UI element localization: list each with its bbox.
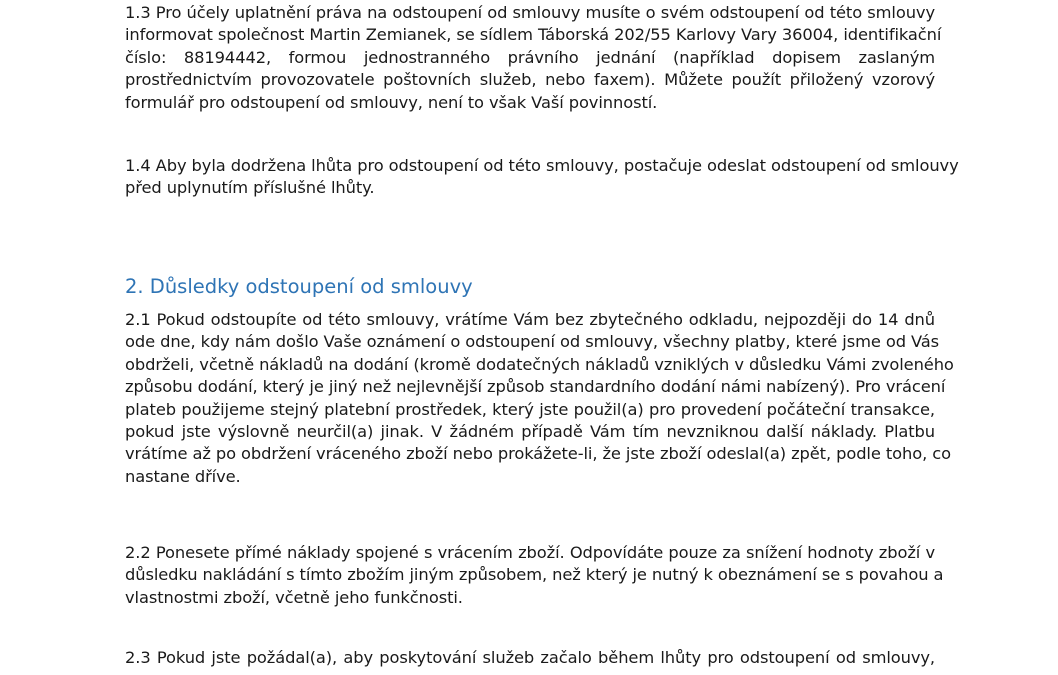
paragraph-2-3 bbox=[125, 647, 935, 669]
section-heading: 2. Důsledky odstoupení od smlouvy bbox=[125, 275, 473, 298]
paragraph-2-2 bbox=[125, 542, 944, 609]
text-line: obdrželi, včetně nákladů na dodání (kromě dodatečných nákladů vzniklých v důsledku Vámi zvoleného bbox=[125, 354, 954, 374]
text-line: pokud jste výslovně neurčil(a) jinak. V žádném případě Vám tím nevzniknou další náklady. Platbu bbox=[125, 422, 935, 442]
text-line: plateb použijeme stejný platební prostředek, který jste použil(a) pro provedení počáteční transakce, bbox=[125, 399, 935, 419]
text-line: před uplynutím příslušné lhůty. bbox=[125, 178, 375, 198]
text-line: vlastnostmi zboží, včetně jeho funkčnosti. bbox=[125, 587, 463, 607]
text-line: 2.3 Pokud jste požádal(a), aby poskytování služeb začalo během lhůty pro odstoupení od smlouvy, bbox=[125, 648, 935, 667]
text-line: nastane dříve. bbox=[125, 466, 241, 486]
text-line: informovat společnost Martin Zemianek, se sídlem Táborská 202/55 Karlovy Vary 36004, identifikační bbox=[125, 25, 942, 45]
text-line: 2.2 Ponesete přímé náklady spojené s vrácením zboží. Odpovídáte pouze za snížení hodnoty zboží v bbox=[125, 543, 935, 562]
text-line: 2.1 Pokud odstoupíte od této smlouvy, vrátíme Vám bez zbytečného odkladu, nejpozději do 14 dnů bbox=[125, 310, 935, 329]
text-line: 1.4 Aby byla dodržena lhůta pro odstoupení od této smlouvy, postačuje odeslat odstoupení od smlouvy bbox=[125, 156, 959, 175]
paragraph-1-3 bbox=[125, 2, 942, 114]
text-line: číslo: 88194442, formou jednostranného právního jednání (například dopisem zaslaným bbox=[125, 47, 935, 67]
text-line: ode dne, kdy nám došlo Vaše oznámení o odstoupení od smlouvy, všechny platby, které jsme od Vás bbox=[125, 332, 940, 352]
paragraph-1-4 bbox=[125, 155, 959, 200]
text-line: prostřednictvím provozovatele poštovních služeb, nebo faxem). Můžete použít přiložený vzorový bbox=[125, 70, 935, 90]
text-line: 1.3 Pro účely uplatnění práva na odstoupení od smlouvy musíte o svém odstoupení od této smlouvy bbox=[125, 3, 935, 22]
text-line: důsledku nakládání s tímto zbožím jiným způsobem, než který je nutný k obeznámení se s povahou a bbox=[125, 565, 944, 585]
text-line: formulář pro odstoupení od smlouvy, není to však Vaší povinností. bbox=[125, 92, 658, 112]
text-line: vrátíme až po obdržení vráceného zboží nebo prokážete-li, že jste zboží odeslal(a) zpět, podle toho, co bbox=[125, 444, 951, 464]
text-line: způsobu dodání, který je jiný než nejlevnější způsob standardního dodání námi nabízený). Pro vrácení bbox=[125, 377, 946, 397]
paragraph-2-1 bbox=[125, 309, 954, 488]
